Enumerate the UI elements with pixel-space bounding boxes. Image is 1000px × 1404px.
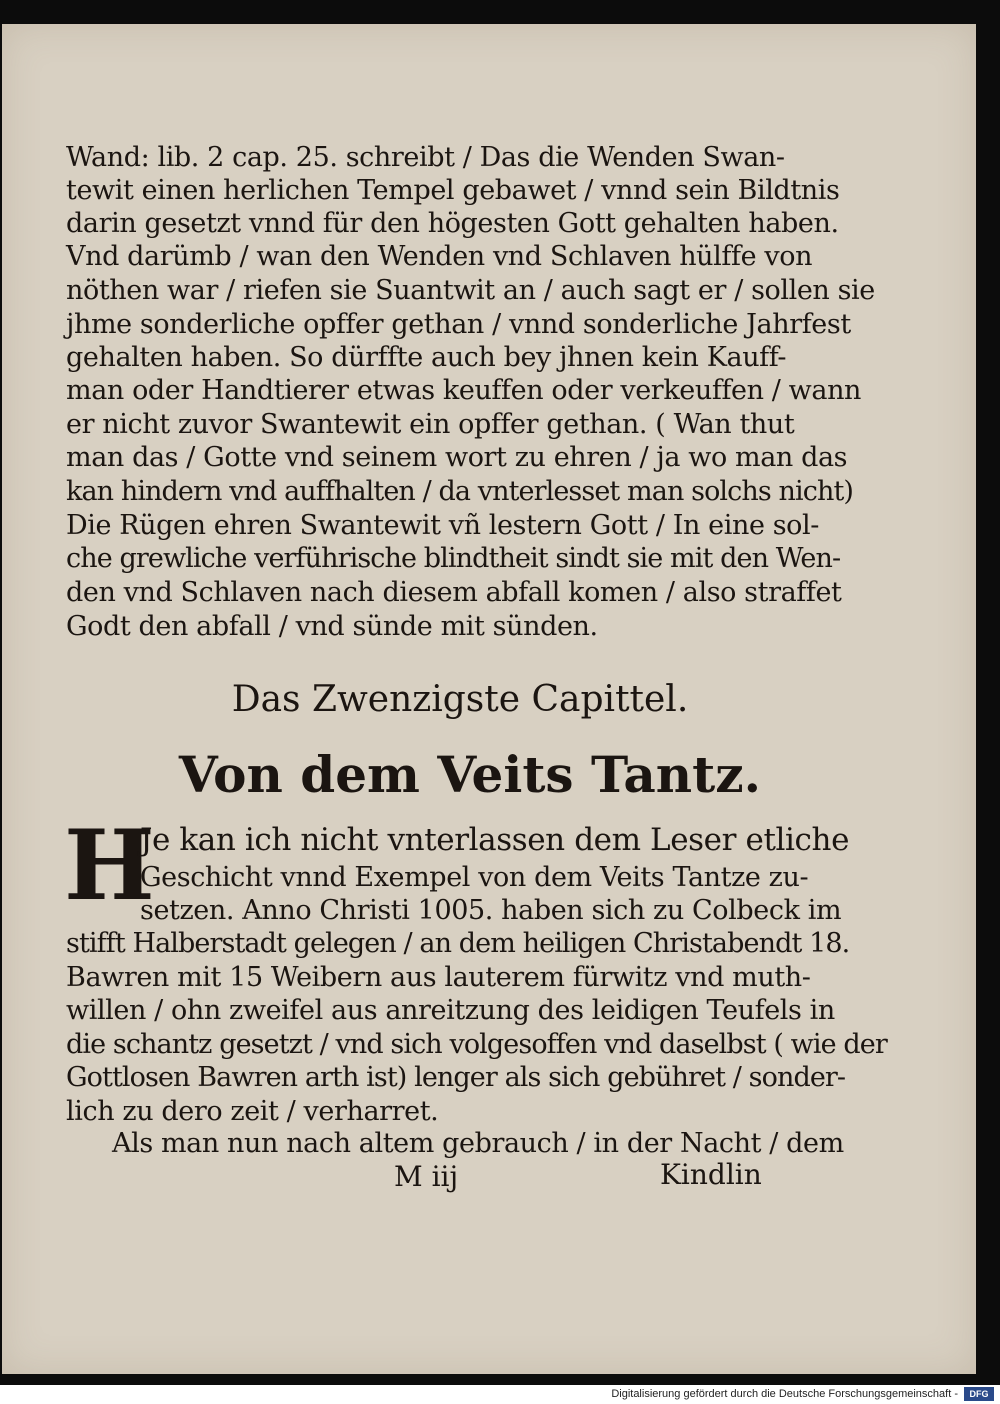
text-line: Je kan ich nicht vnterlassen dem Leser etliche (140, 822, 850, 858)
section-heading: Von dem Veits Tantz. (178, 745, 762, 804)
text-line: tewit einen herlichen Tempel gebawet / vnnd sein Bildtnis (66, 175, 840, 206)
text-line: che grewliche verführische blindtheit sindt sie mit den Wen- (66, 543, 841, 574)
text-line: Godt den abfall / vnd sünde mit sünden. (66, 611, 598, 642)
text-line: man oder Handtierer etwas keuffen oder verkeuffen / wann (66, 375, 862, 406)
drop-cap-initial: H (64, 809, 155, 922)
text-line: Bawren mit 15 Weibern aus lauterem fürwitz vnd muth- (66, 962, 811, 993)
text-line: willen / ohn zweifel aus anreitzung des leidigen Teufels in (66, 995, 835, 1026)
text-line: darin gesetzt vnnd für den högesten Gott gehalten haben. (66, 208, 839, 239)
text-line: lich zu dero zeit / verharret. (66, 1096, 439, 1127)
text-line: Geschicht vnnd Exempel von dem Veits Tantze zu- (140, 862, 809, 893)
text-line: kan hindern vnd auffhalten / da vnterlesset man solchs nicht) (66, 476, 854, 507)
text-line: den vnd Schlaven nach diesem abfall komen / also straffet (66, 577, 842, 608)
text-line: Vnd darümb / wan den Wenden vnd Schlaven hülffe von (66, 241, 813, 272)
text-line: Die Rügen ehren Swantewit vñ lestern Gott / In eine sol- (66, 510, 819, 541)
catchword: Kindlin (660, 1158, 762, 1191)
chapter-heading: Das Zwenzigste Capittel. (231, 679, 689, 720)
text-line: nöthen war / riefen sie Suantwit an / auch sagt er / sollen sie (66, 275, 875, 306)
text-line: jhme sonderliche opffer gethan / vnnd sonderliche Jahrfest (66, 309, 851, 340)
text-line: Gottlosen Bawren arth ist) lenger als sich gebühret / sonder- (66, 1062, 846, 1093)
text-line: Wand: lib. 2 cap. 25. schreibt / Das die Wenden Swan- (66, 142, 785, 173)
text-line: setzen. Anno Christi 1005. haben sich zu Colbeck im (140, 895, 842, 926)
text-line: man das / Gotte vnd seinem wort zu ehren / ja wo man das (66, 442, 848, 473)
text-line: Als man nun nach altem gebrauch / in der Nacht / dem (112, 1128, 844, 1159)
text-line: gehalten haben. So dürffte auch bey jhnen kein Kauff- (66, 342, 787, 373)
text-line: er nicht zuvor Swantewit ein opffer gethan. ( Wan thut (66, 409, 795, 440)
text-line: stifft Halberstadt gelegen / an dem heiligen Christabendt 18. (66, 928, 850, 959)
text-line: die schantz gesetzt / vnd sich volgesoffen vnd daselbst ( wie der (66, 1029, 887, 1060)
digitization-credit: Digitalisierung gefördert durch die Deutsche Forschungsgemeinschaft - (611, 1388, 958, 1400)
signature-mark: M iij (394, 1160, 459, 1193)
dfg-logo-icon: DFG (964, 1387, 994, 1401)
